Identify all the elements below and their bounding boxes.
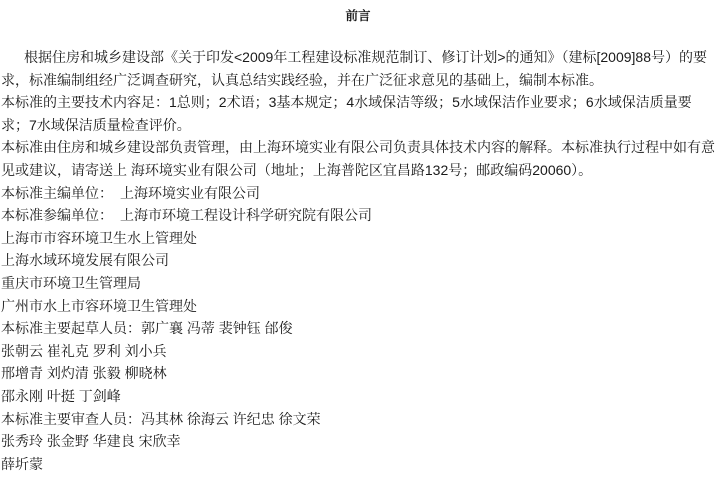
drafter-names: 邵永刚 叶挺 丁剑峰: [1, 387, 121, 404]
participant-label: 本标准参编单位：: [1, 207, 113, 224]
chief-editor-line: [1, 182, 715, 205]
chief-editor-value: 上海环境实业有限公司: [120, 184, 260, 201]
participant-unit: 上海市市容环境卫生水上管理处: [1, 229, 197, 246]
reviewer-names: 张秀玲 张金野 华建良 宋欣幸: [1, 433, 181, 450]
drafters-line: [1, 317, 715, 340]
reviewers-line: [1, 408, 715, 431]
paragraph-technical-contents: 本标准的主要技术内容足：1总则；2术语；3基本规定；4水域保洁等级；5水域保洁作业要求；6水域保洁质量要求；7水域保洁质量检查评价。: [1, 94, 692, 133]
participant-unit: 广州市水上市容环境卫生管理处: [1, 297, 197, 314]
chief-editor-label: 本标准主编单位：: [1, 184, 113, 201]
participant-line: [1, 204, 715, 227]
reviewer-names: 薛圻蒙: [1, 455, 43, 472]
drafter-names: 邢增青 刘灼清 张毅 柳晓林: [1, 365, 167, 382]
participant-unit: 重庆市环境卫生管理局: [1, 274, 141, 291]
drafters-label: 本标准主要起草人员：: [1, 320, 141, 337]
participant-unit: 上海水域环境发展有限公司: [1, 252, 169, 269]
participant-value: 上海市环境工程设计科学研究院有限公司: [120, 207, 372, 224]
drafters-value: 郭广襄 冯蒂 裴钟钰 邰俊: [141, 320, 293, 337]
reviewers-value: 冯其林 徐海云 许纪忠 徐文荣: [141, 410, 321, 427]
drafter-names: 张朝云 崔礼克 罗利 刘小兵: [1, 342, 167, 359]
reviewers-label: 本标准主要审查人员：: [1, 410, 141, 427]
paragraph-intro: 根据住房和城乡建设部《关于印发<2009年工程建设标准规范制订、修订计划>的通知》（建标[2009]88号）的要求，标准编制组经广泛调查研究，认真总结实践经验，并在广泛征求意见的基础上，编制本标准。: [1, 49, 707, 88]
page-title: 前言: [345, 9, 371, 23]
paragraph-management: 本标准由住房和城乡建设部负责管理，由上海环境实业有限公司负责具体技术内容的解释。本标准执行过程中如有意见或建议，请寄送上 海环境实业有限公司（地址；上海普陀区宜昌路132号；邮政编码20060）。: [1, 139, 715, 178]
